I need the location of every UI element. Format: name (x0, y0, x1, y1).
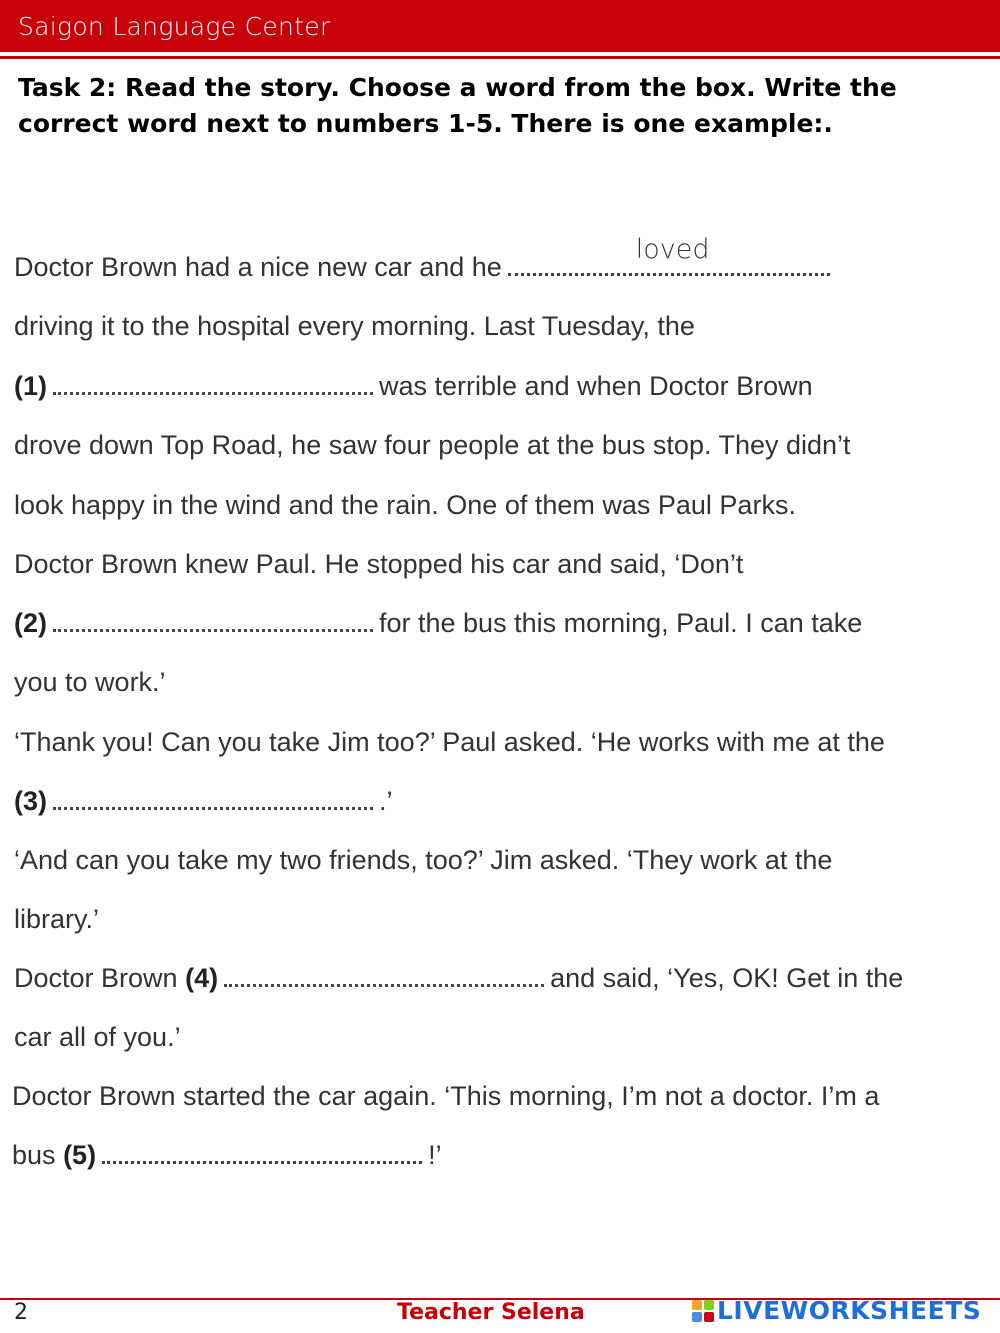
story-line-11: ‘And can you take my two friends, too?’ Jim asked. ‘They work at the (14, 845, 833, 875)
teacher-name: Teacher Selena (397, 1300, 585, 1325)
answer-blank-4[interactable] (224, 972, 544, 987)
blank-number-4: (4) (185, 963, 219, 993)
example-blank (508, 234, 830, 276)
story-line-text: Doctor Brown had a nice new car and he (14, 252, 502, 282)
story-line-5: look happy in the wind and the rain. One of them was Paul Parks. (14, 490, 796, 520)
story-line-text: Doctor Brown (14, 963, 178, 993)
example-answer: loved (635, 234, 710, 265)
blank-number-2: (2) (14, 608, 47, 638)
answer-blank-1[interactable] (53, 380, 373, 395)
brand-text: LIVEWORKSHEETS (717, 1296, 982, 1325)
story-line-text: and said, ‘Yes, OK! Get in the (550, 963, 904, 993)
answer-blank-2[interactable] (53, 617, 373, 632)
story-line-2: driving it to the hospital every morning. Last Tuesday, the (14, 311, 695, 341)
story-line-12: library.’ (14, 904, 100, 934)
answer-blank-3[interactable] (53, 795, 373, 810)
story-line-10 (14, 786, 393, 817)
blank-number-5: (5) (63, 1140, 97, 1170)
story-line-6: Doctor Brown knew Paul. He stopped his car and said, ‘Don’t (14, 549, 744, 579)
story-line-14: car all of you.’ (14, 1022, 181, 1052)
header-title: Saigon Language Center (18, 12, 331, 41)
story-line-1 (14, 234, 836, 283)
story-line-text: !’ (428, 1140, 442, 1170)
page-number: 2 (14, 1300, 28, 1325)
liveworksheets-logo-icon (692, 1300, 714, 1322)
story-line-7 (14, 608, 862, 639)
story-line-text: bus (12, 1140, 56, 1170)
answer-blank-5[interactable] (102, 1149, 422, 1164)
story-line-text: was terrible and when Doctor Brown (379, 371, 813, 401)
blank-number-3: (3) (14, 786, 47, 816)
story-line-text: .’ (379, 786, 393, 816)
story-line-15: Doctor Brown started the car again. ‘This morning, I’m not a doctor. I’m a (12, 1081, 880, 1111)
story-line-16 (12, 1140, 442, 1171)
story-line-3 (14, 371, 813, 402)
story-line-text: for the bus this morning, Paul. I can take (379, 608, 863, 638)
story-line-13 (14, 963, 903, 994)
story-line-8: you to work.’ (14, 667, 166, 697)
story-line-9: ‘Thank you! Can you take Jim too?’ Paul asked. ‘He works with me at the (14, 727, 885, 757)
brand-logo[interactable] (692, 1296, 981, 1325)
blank-number-1: (1) (14, 371, 47, 401)
task-instructions: Task 2: Read the story. Choose a word from the box. Write the correct word next to numbers 1-5. There is one example:. (18, 73, 897, 138)
story-line-4: drove down Top Road, he saw four people at the bus stop. They didn’t (14, 430, 851, 460)
